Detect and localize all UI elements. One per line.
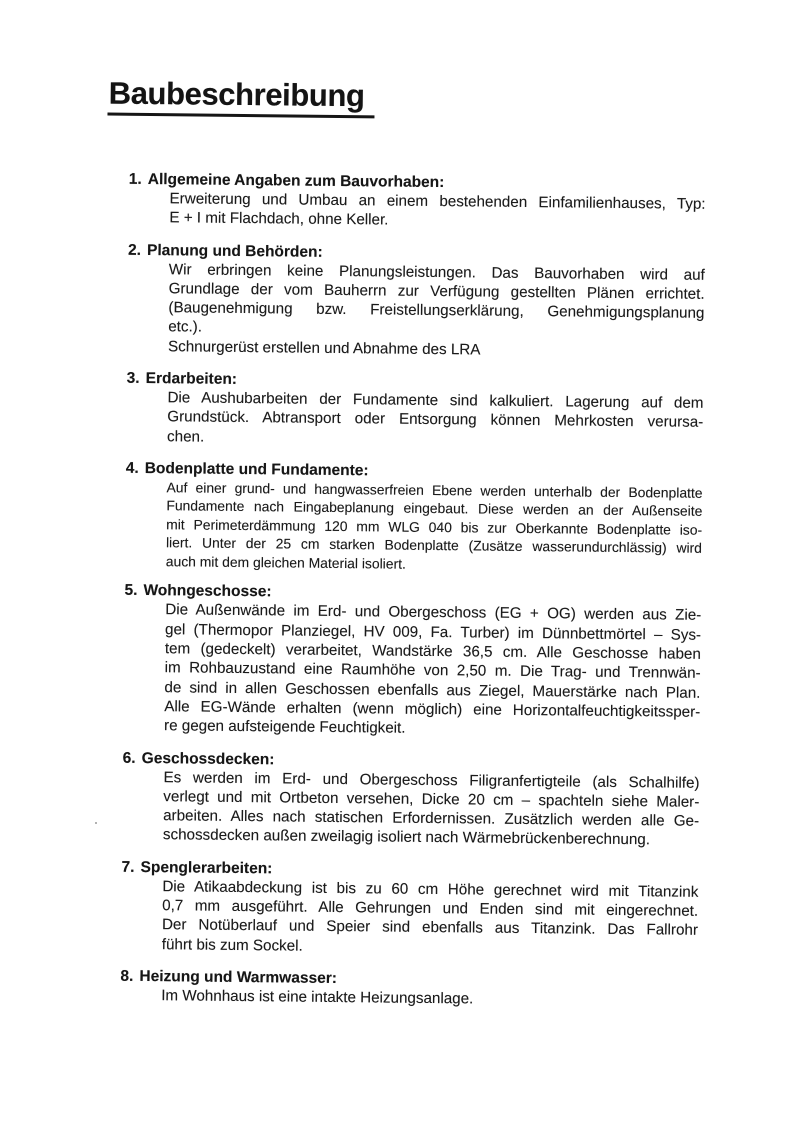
- section-number: 4.: [125, 459, 139, 477]
- body-line: (Baugenehmigung bzw. Freistellungserklärung, Genehmigungsplanung: [168, 299, 705, 323]
- section-body: [164, 601, 701, 742]
- body-line: Schnurgerüst erstellen und Abnahme des LRA: [167, 337, 481, 359]
- body-line: mit Perimeterdämmung 120 mm WLG 040 bis zur Oberkannte Bodenplatte iso-: [166, 516, 703, 538]
- section-spenglerarbeiten: [0, 856, 787, 960]
- body-line: Wir erbringen keine Planungsleistungen. Das Bauvorhaben wird auf: [168, 260, 705, 284]
- section-number: 3.: [126, 369, 140, 387]
- section-heading: Heizung und Warmwasser:: [139, 967, 338, 987]
- section-erdarbeiten: [0, 367, 792, 452]
- body-line: tem (gedeckelt) verarbeitet, Wandstärke 36,5 cm. Alle Geschosse haben: [164, 640, 701, 663]
- section-heading: Spenglerarbeiten:: [140, 858, 273, 878]
- section-body: [168, 260, 705, 362]
- section-list: [0, 168, 794, 1011]
- body-line: re gegen aufsteigende Feuchtigkeit.: [163, 717, 406, 737]
- section-body: [162, 877, 699, 960]
- body-line: auch mit dem gleichen Material isoliert.: [165, 553, 406, 572]
- body-line: liert. Unter der 25 cm starken Bodenplatte (Zusätze wasserundurchlässig) wird: [165, 534, 703, 557]
- section-body: [167, 388, 704, 452]
- body-line: Grundlage der vom Bauherrn zur Verfügung gestellten Plänen errichtet.: [168, 280, 705, 303]
- page-title: Baubeschreibung: [107, 76, 374, 119]
- section-heading: Bodenplatte und Fundamente:: [144, 459, 369, 480]
- section-heizung-warmwasser: [0, 965, 786, 1012]
- section-bodenplatte-fundamente: [0, 457, 791, 577]
- section-number: 6.: [122, 749, 136, 767]
- body-line: de sind in allen Geschossen ebenfalls aus Ziegel, Mauerstärke nach Plan.: [164, 678, 701, 702]
- body-line: führt bis zum Sockel.: [161, 935, 303, 955]
- body-line: Auf einer grund- und hangwasserfreien Ebene werden unterhalb der Bodenplatte: [166, 479, 703, 501]
- body-line: Es werden im Erd- und Obergeschoss Filigranfertigteile (als Schalhilfe): [163, 768, 700, 792]
- section-allgemeine-angaben: [0, 168, 794, 234]
- section-number: 8.: [120, 967, 134, 985]
- body-line: verlegt und mit Ortbeton versehen, Dicke 20 cm – spachteln siehe Maler-: [163, 788, 700, 811]
- section-heading: Geschossdecken:: [141, 749, 275, 768]
- section-planung-behoerden: [0, 239, 793, 363]
- section-wohngeschosse: [0, 580, 790, 742]
- section-number: 5.: [124, 582, 138, 600]
- section-body: [166, 478, 703, 576]
- body-line: arbeiten. Alles nach statischen Erfordernissen. Zusätzlich werden alle Ge-: [163, 807, 700, 830]
- section-number: 2.: [127, 241, 142, 259]
- section-heading: Allgemeine Angaben zum Bauvorhaben:: [147, 170, 445, 192]
- body-line: Im Wohnhaus ist eine intakte Heizungsanlage.: [161, 987, 474, 1008]
- body-line: Fundamente nach Eingabeplanung eingebaut. Diese werden an der Außenseite: [166, 497, 703, 520]
- section-number: 1.: [128, 170, 142, 188]
- section-number: 7.: [121, 858, 135, 876]
- section-heading: Wohngeschosse:: [143, 582, 272, 601]
- body-line: Grundstück. Abtransport oder Entsorgung können Mehrkosten verursa-: [167, 408, 704, 432]
- body-line: Alle EG-Wände erhalten (wenn möglich) eine Horizontalfeuchtigkeitssper-: [164, 698, 701, 721]
- section-geschossdecken: [0, 747, 788, 851]
- body-line: im Rohbauzustand eine Raumhöhe von 2,50 m. Die Trag- und Trennwän-: [164, 659, 701, 683]
- body-line: Die Außenwände im Erd- und Obergeschoss (EG + OG) werden aus Zie-: [165, 601, 702, 625]
- body-line: Der Notüberlauf und Speier sind ebenfalls aus Titanzink. Das Fallrohr: [161, 916, 699, 940]
- body-line: Die Atikaabdeckung ist bis zu 60 cm Höhe gerechnet wird mit Titanzink: [162, 877, 699, 901]
- body-line: Erweiterung und Umbau an einem bestehenden Einfamilienhauses, Typ:: [169, 190, 706, 213]
- section-body: [163, 768, 700, 851]
- body-line: Die Aushubarbeiten der Fundamente sind kalkuliert. Lagerung auf dem: [167, 389, 704, 412]
- section-body: [169, 189, 705, 233]
- body-line: etc.).: [168, 318, 203, 337]
- body-line: E + I mit Flachdach, ohne Keller.: [169, 209, 389, 229]
- title-row: [107, 76, 794, 123]
- body-line: gel (Thermopor Planziegel, HV 009, Fa. Turber) im Dünnbettmörtel – Sys-: [164, 620, 702, 644]
- section-heading: Erdarbeiten:: [145, 370, 238, 389]
- body-line: 0,7 mm ausgeführt. Alle Gehrungen und Enden sind mit eingerechnet.: [162, 897, 699, 920]
- body-line: chen.: [167, 427, 205, 446]
- scan-speck-artifact: [95, 822, 97, 824]
- section-heading: Planung und Behörden:: [146, 241, 323, 261]
- body-line: schossdecken außen zweilagig isoliert nach Wärmebrückenberechnung.: [162, 826, 651, 849]
